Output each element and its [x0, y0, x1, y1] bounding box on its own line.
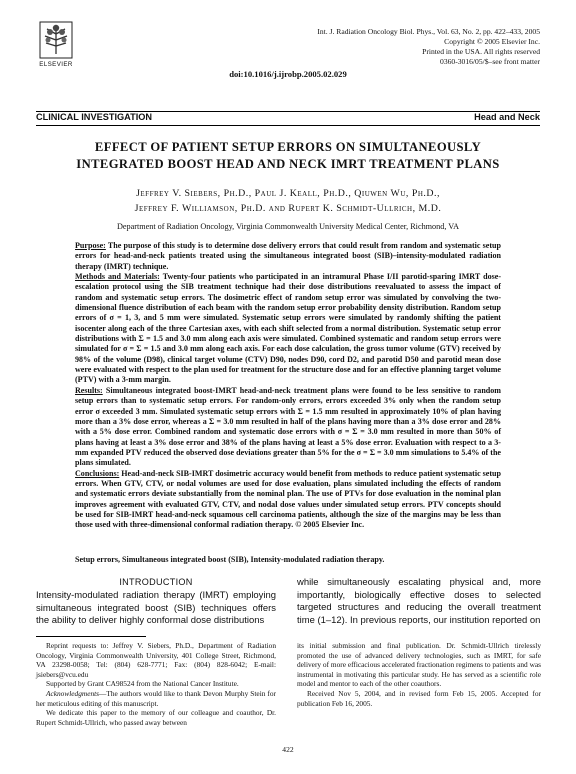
doi[interactable]: doi:10.1016/j.ijrobp.2005.02.029 [229, 69, 347, 79]
purpose-label: Purpose: [75, 241, 106, 250]
publisher-name: ELSEVIER [39, 61, 73, 68]
acknowledgments [36, 689, 276, 708]
authors-line: Jeffrey V. Siebers, Ph.D., Paul J. Keall, Ph.D., Qiuwen Wu, Ph.D., [136, 188, 440, 199]
methods-label: Methods and Materials: [75, 272, 160, 282]
funding-note: Supported by Grant CA98524 from the National Cancer Institute. [46, 679, 239, 689]
abstract-methods [75, 272, 501, 386]
section-label: CLINICAL INVESTIGATION [36, 112, 153, 122]
author-list [60, 186, 516, 216]
affiliation: Department of Radiation Oncology, Virginia Commonwealth University Medical Center, Richmond, VA [116, 222, 460, 231]
footnotes-left [36, 641, 276, 727]
keywords: Setup errors, Simultaneous integrated boost (SIB), Intensity-modulated radiation therapy. [75, 555, 385, 564]
footnote-rule [36, 636, 146, 637]
received-dates: Received Nov 5, 2004, and in revised form Feb 15, 2005. Accepted for publication Feb 16, 2005. [297, 688, 541, 708]
abstract-results [75, 386, 501, 469]
journal-info [220, 27, 540, 67]
ack-label: Acknowledgments [46, 688, 100, 698]
body-paragraph-right: while simultaneously escalating physical and, more importantly, biologically effective doses to selected targeted structures and reducing the overall treatment time (1–12). In previous reports, our institution reported on [297, 577, 541, 626]
elsevier-logo [36, 20, 76, 72]
abstract-conclusions [75, 469, 501, 531]
abstract [75, 241, 501, 531]
conclusions-label: Conclusions: [75, 468, 120, 478]
conclusions-text: Head-and-neck SIB-IMRT dosimetric accuracy would benefit from methods to reduce patient systematic setup errors. When GTV, CTV, or nodal volumes are used for dose evaluation, plans simulated including the effects of random and systematic errors deviate substantially from the nominal plan. The use of PTVs for dose evaluation in the nominal plan improves agreement with evaluated GTV, CTV, and nodal dose values under simulated setup errors. PTV concepts should be used for SIB-IMRT head-and-neck squamous cell carcinoma patients, although the size of the margins may be less than those used with three-dimensional conformal radiation therapy. © 2005 Elsevier Inc. [75, 468, 501, 530]
subject-label: Head and Neck [474, 112, 540, 122]
results-text: Simultaneous integrated boost-IMRT head-and-neck treatment plans were found to be less sensitive to random setup errors than to systematic setup errors. For random-only errors, errors exceeded 3% only when the random setup error σ exceeded 3 mm. Simulated systematic setup errors with Σ = 1.5 mm resulted in approximately 10% of plan having more than a 3% dose error, whereas a Σ = 3.0 mm resulted in half of the plans having more than a 3% dose error and 28% with a 5% dose error. Combined random and systematic dose errors with σ = Σ = 3.0 mm resulted in more than 50% of plans having at least a 3% dose error and 38% of the plans having at least a 5% dose error. Evaluation with respect to a 3-mm expanded PTV reduced the observed dose deviations greater than 5% for the σ = Σ = 3.0 mm simulations to 5.4% of the plans simulated. [75, 385, 501, 468]
results-label: Results: [75, 385, 103, 395]
footnotes-right [297, 641, 541, 708]
title-line: INTEGRATED BOOST HEAD AND NECK IMRT TREATMENT PLANS [76, 157, 500, 171]
ack-text: —The authors would like to thank Devon Murphy Stein for her meticulous editing of this manuscript. [36, 688, 276, 708]
reprint-request: Reprint requests to: Jeffrey V. Siebers, Ph.D., Department of Radiation Oncology, Virginia Commonwealth University, 401 College Street, Richmond, VA 23298-0058; Tel: (804) 628-7771; Fax: (804) 828-6042; E-mail: jsiebers@vcu.edu [36, 641, 276, 679]
journal-citation: Int. J. Radiation Oncology Biol. Phys., Vol. 63, No. 2, pp. 422–433, 2005 [317, 27, 540, 36]
dedication-continued: its initial submission and final publication. Dr. Schmidt-Ullrich tirelessly promoted the use of advanced delivery technologies, such as IMRT, for safe delivery of more efficacious accelerated fractionation regimens to patients and was instrumental in motivating this particular study. He has served as a scientific role model and mentor to each of the other coauthors. [297, 641, 541, 689]
dedication: We dedicate this paper to the memory of our colleague and coauthor, Dr. Rupert Schmidt-Ullrich, who passed away between [36, 708, 276, 727]
methods-text: Twenty-four patients who participated in an intramural Phase I/II parotid-sparing IMRT dose-escalation protocol using the SIB treatment technique had their dose distributions reevaluated to assess the impact of random and systematic setup errors. The dosimetric effect of random setup error was simulated by convolving the two-dimensional fluence distribution of each beam with the random setup error probability density distribution. Random setup errors of σ = 1, 3, and 5 mm were simulated. Systematic setup errors were simulated by randomly shifting the patient isocenter along each of the three Cartesian axes, with each shift selected from a normal distribution. Systematic setup error distributions with Σ = 1.5 and 3.0 mm along each axis were simulated. Combined systematic and random setup errors were simulated for σ = Σ = 1.5 and 3.0 mm along each axis. For each dose calculation, the gross tumor volume (GTV) received by 98% of the volume (D98), clinical target volume (CTV) D90, nodes D90, cord D2, and parotid D50 and parotid mean dose were evaluated with respect to the plan used for treatment for the structure dose and for an effective planning target volume (PTV) with a 3-mm margin. [75, 272, 502, 385]
intro-paragraph: Intensity-modulated radiation therapy (IMRT) employing simultaneous integrated boost (SIB) techniques offers the ability to deliver highly conformal dose distributions [36, 590, 276, 627]
purpose-text: The purpose of this study is to determine dose delivery errors that could result from random and systematic setup errors for head-and-neck patients treated using the simultaneous integrated boost (SIB)–intensity-modulated radiation therapy (IMRT) technique. [75, 241, 501, 271]
copyright-line: Copyright © 2005 Elsevier Inc. [444, 37, 540, 46]
article-title [60, 139, 516, 173]
title-line: EFFECT OF PATIENT SETUP ERRORS ON SIMULTANEOUSLY [94, 140, 482, 154]
section-rule-bottom [36, 125, 540, 126]
issn-line: 0360-3016/05/$–see front matter [440, 57, 540, 66]
page-number: 422 [282, 745, 294, 754]
rights-line: Printed in the USA. All rights reserved [422, 47, 540, 56]
abstract-purpose [75, 241, 501, 272]
authors-line: Jeffrey F. Williamson, Ph.D. and Rupert K. Schmidt-Ullrich, M.D. [134, 203, 442, 214]
section-heading-introduction: INTRODUCTION [119, 577, 193, 587]
